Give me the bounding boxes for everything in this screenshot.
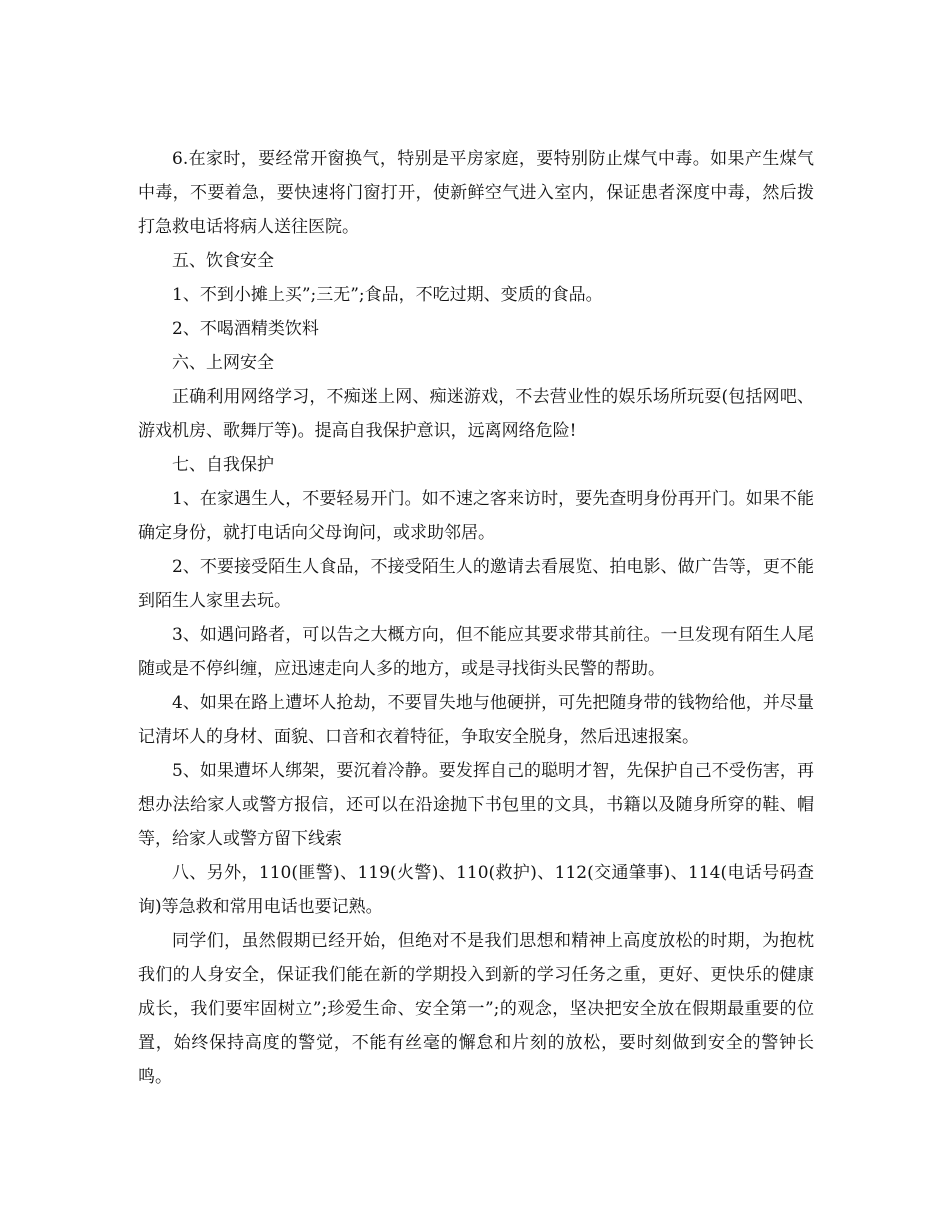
paragraph-gas-safety: 6.在家时，要经常开窗换气，特别是平房家庭，要特别防止煤气中毒。如果产生煤气中毒，不要着急，要快速将门窗打开，使新鲜空气进入室内，保证患者深度中毒，然后拨打急救电话将病人送往医院。: [138, 149, 814, 237]
paragraph-self-protection-4: 4、如果在路上遭坏人抢劫，不要冒失地与他硬拼，可先把随身带的钱物给他，并尽量记清坏人的身材、面貌、口音和衣着特征，争取安全脱身，然后迅速报案。: [138, 693, 814, 747]
paragraph-self-protection-1: 1、在家遇生人，不要轻易开门。如不速之客来访时，要先查明身份再开门。如果不能确定身份，就打电话向父母询问，或求助邻居。: [138, 489, 814, 543]
paragraph-internet: 正确利用网络学习，不痴迷上网、痴迷游戏，不去营业性的娱乐场所玩耍(包括网吧、游戏机房、歌舞厅等)。提高自我保护意识，远离网络危险!: [138, 387, 814, 441]
paragraph-emergency-numbers: 八、另外，110(匪警)、119(火警)、110(救护)、112(交通肇事)、114(电话号码查询)等急救和常用电话也要记熟。: [138, 863, 814, 917]
paragraph-self-protection-2: 2、不要接受陌生人食品，不接受陌生人的邀请去看展览、拍电影、做广告等，更不能到陌生人家里去玩。: [138, 557, 814, 611]
paragraph-food-1: 1、不到小摊上买”;三无”;食品，不吃过期、变质的食品。: [172, 285, 603, 305]
heading-self-protection: 七、自我保护: [172, 455, 274, 475]
heading-food-safety: 五、饮食安全: [172, 251, 274, 271]
paragraph-self-protection-5: 5、如果遭坏人绑架，要沉着冷静。要发挥自己的聪明才智，先保护自己不受伤害，再想办法给家人或警方报信，还可以在沿途抛下书包里的文具，书籍以及随身所穿的鞋、帽等，给家人或警方留下线索: [138, 761, 814, 849]
heading-internet-safety: 六、上网安全: [172, 353, 274, 373]
document-body: [138, 142, 814, 1094]
paragraph-self-protection-3: 3、如遇问路者，可以告之大概方向，但不能应其要求带其前往。一旦发现有陌生人尾随或是不停纠缠，应迅速走向人多的地方，或是寻找街头民警的帮助。: [138, 625, 814, 679]
paragraph-closing: 同学们，虽然假期已经开始，但绝对不是我们思想和精神上高度放松的时期，为抱枕我们的人身安全，保证我们能在新的学期投入到新的学习任务之重，更好、更快乐的健康成长，我们要牢固树立”;珍爱生命、安全第一”;的观念，坚决把安全放在假期最重要的位置，始终保持高度的警觉，不能有丝毫的懈怠和片刻的放松，要时刻做到安全的警钟长鸣。: [138, 931, 814, 1087]
paragraph-food-2: 2、不喝酒精类饮料: [172, 319, 319, 339]
